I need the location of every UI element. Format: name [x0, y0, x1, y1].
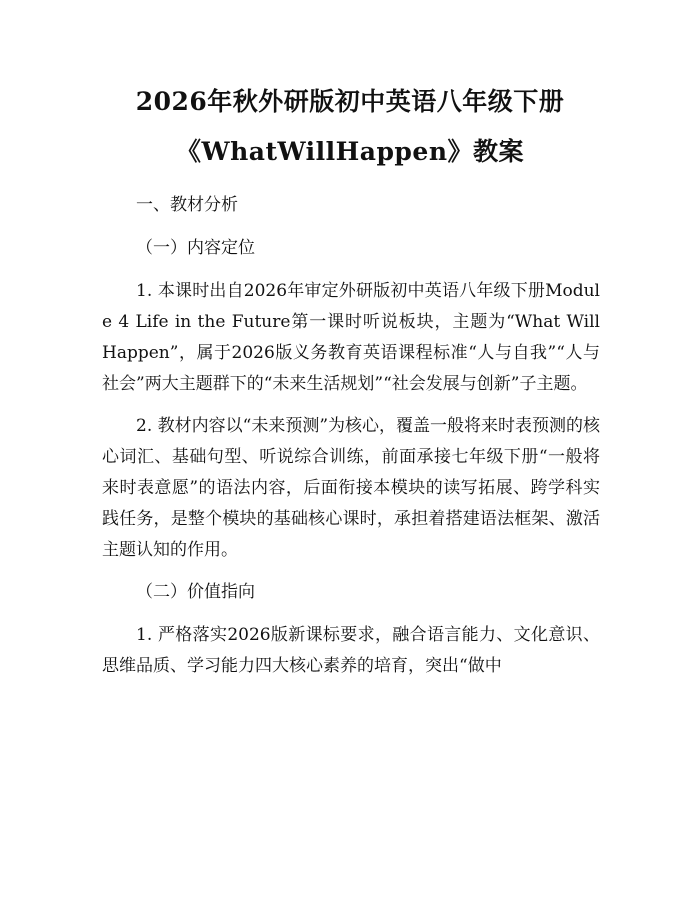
document-body	[102, 190, 600, 693]
document-title-line-2: 《WhatWillHappen》教案	[176, 137, 524, 166]
paragraph-content-positioning-2: 2. 教材内容以“未来预测”为核心，覆盖一般将来时表预测的核心词汇、基础句型、听说综合训练，前面承接七年级下册“一般将来时表意愿”的语法内容，后面衔接本模块的读写拓展、跨学科实践任务，是整个模块的基础核心课时，承担着搭建语法框架、激活主题认知的作用。	[102, 416, 601, 560]
subsection-heading-content-positioning: （一）内容定位	[136, 238, 255, 258]
section-heading-textbook-analysis: 一、教材分析	[136, 195, 238, 215]
document-title-line-1: 2026年秋外研版初中英语八年级下册	[135, 87, 565, 116]
paragraph-value-orientation-1: 1. 严格落实2026版新课标要求，融合语言能力、文化意识、思维品质、学习能力四大核心素养的培育，突出“做中	[102, 625, 600, 676]
paragraph-content-positioning-1: 1. 本课时出自2026年审定外研版初中英语八年级下册Module 4 Life in the Future第一课时听说板块，主题为“What Will Happen”，属于2026版义务教育英语课程标准“人与自我”“人与社会”两大主题群下的“未来生活规划”“社会发展与创新”子主题。	[102, 281, 600, 394]
subsection-heading-value-orientation: （二）价值指向	[136, 582, 255, 602]
